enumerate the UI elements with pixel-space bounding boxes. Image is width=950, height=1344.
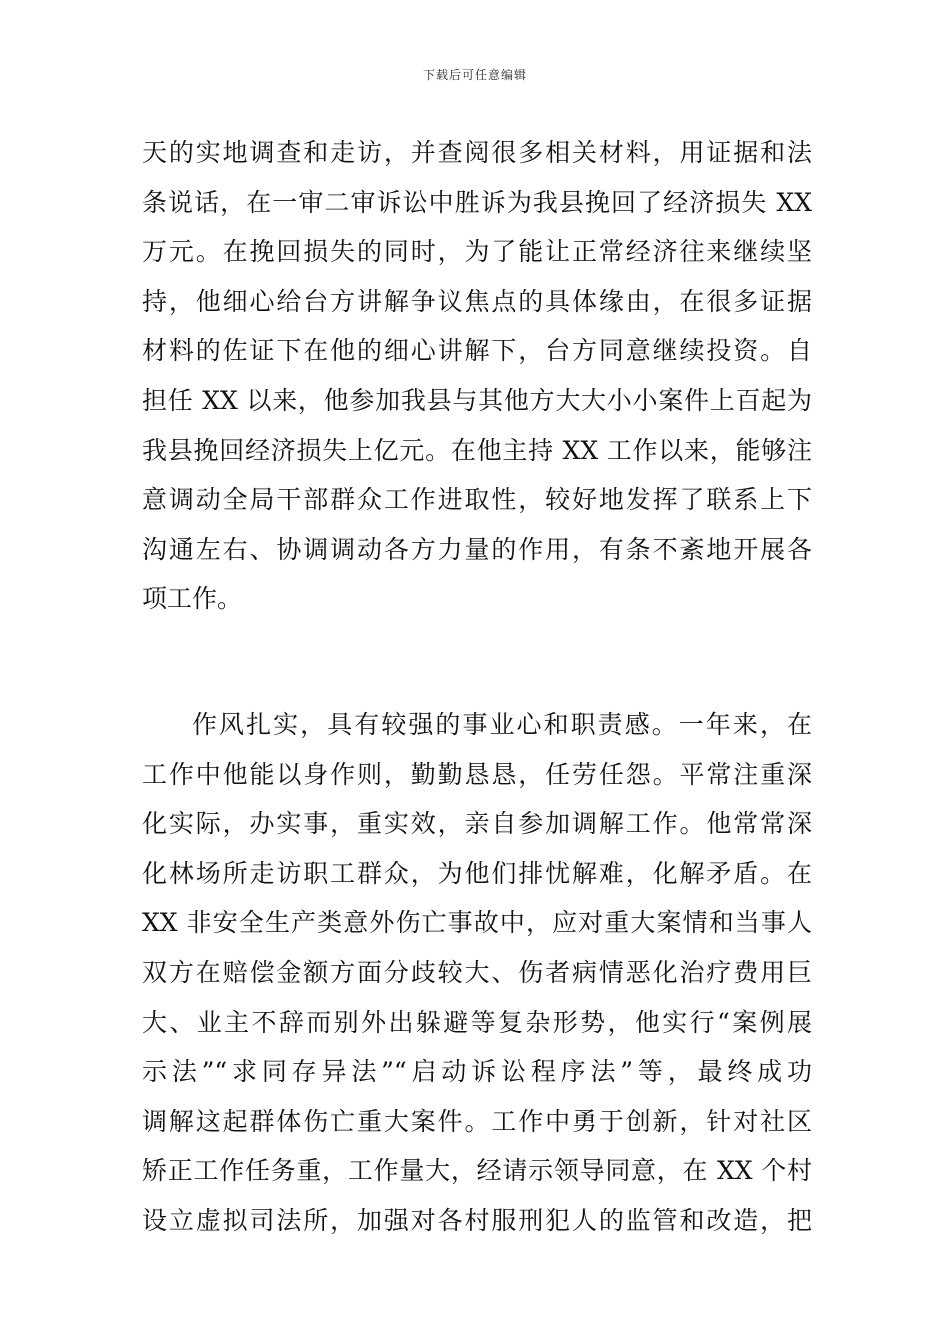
text-line: 矫正工作任务重，工作量大，经请示领导同意，在 XX 个村: [142, 1156, 812, 1186]
text-line: 设立虚拟司法所，加强对各村服刑犯人的监管和改造，把: [142, 1205, 812, 1235]
page-header: 下载后可任意编辑: [422, 68, 527, 82]
paragraph-2: [142, 700, 812, 1246]
text-line: 担任 XX 以来，他参加我县与其他方大大小小案件上百起为: [142, 385, 812, 415]
text-line: 双方在赔偿金额方面分歧较大、伤者病情恶化治疗费用巨: [142, 957, 812, 987]
document-body: [142, 128, 812, 1245]
text-line: 万元。在挽回损失的同时，为了能让正常经济往来继续坚: [142, 237, 812, 267]
text-line: 意调动全局干部群众工作进取性，较好地发挥了联系上下: [142, 485, 812, 515]
text-line: 沟通左右、协调调动各方力量的作用，有条不紊地开展各: [142, 534, 812, 564]
text-line: 项工作。: [142, 584, 243, 614]
text-line: 化实际，办实事，重实效，亲自参加调解工作。他常常深: [142, 809, 812, 839]
text-line: 天的实地调查和走访，并查阅很多相关材料，用证据和法: [142, 138, 812, 167]
text-line: 材料的佐证下在他的细心讲解下，台方同意继续投资。自: [142, 336, 812, 366]
text-line: 化林场所走访职工群众，为他们排忧解难，化解矛盾。在: [142, 858, 812, 888]
paragraph-spacer: [142, 624, 812, 700]
text-line: 工作中他能以身作则，勤勤恳恳，任劳任怨。平常注重深: [142, 759, 812, 789]
text-line: 大、业主不辞而别外出躲避等复杂形势，他实行“案例展: [142, 1007, 812, 1037]
text-line: 作风扎实，具有较强的事业心和职责感。一年来，在: [192, 709, 812, 739]
text-line: XX 非安全生产类意外伤亡事故中，应对重大案情和当事人: [142, 908, 812, 938]
text-line: 持，他细心给台方讲解争议焦点的具体缘由，在很多证据: [142, 286, 812, 316]
text-line: 条说话，在一审二审诉讼中胜诉为我县挽回了经济损失 XX: [142, 187, 812, 217]
text-line: 我县挽回经济损失上亿元。在他主持 XX 工作以来，能够注: [142, 435, 812, 465]
paragraph-1: [142, 128, 812, 624]
text-line: 示法”“求同存异法”“启动诉讼程序法”等，最终成功: [142, 1057, 812, 1087]
text-line: 调解这起群体伤亡重大案件。工作中勇于创新，针对社区: [142, 1106, 812, 1136]
